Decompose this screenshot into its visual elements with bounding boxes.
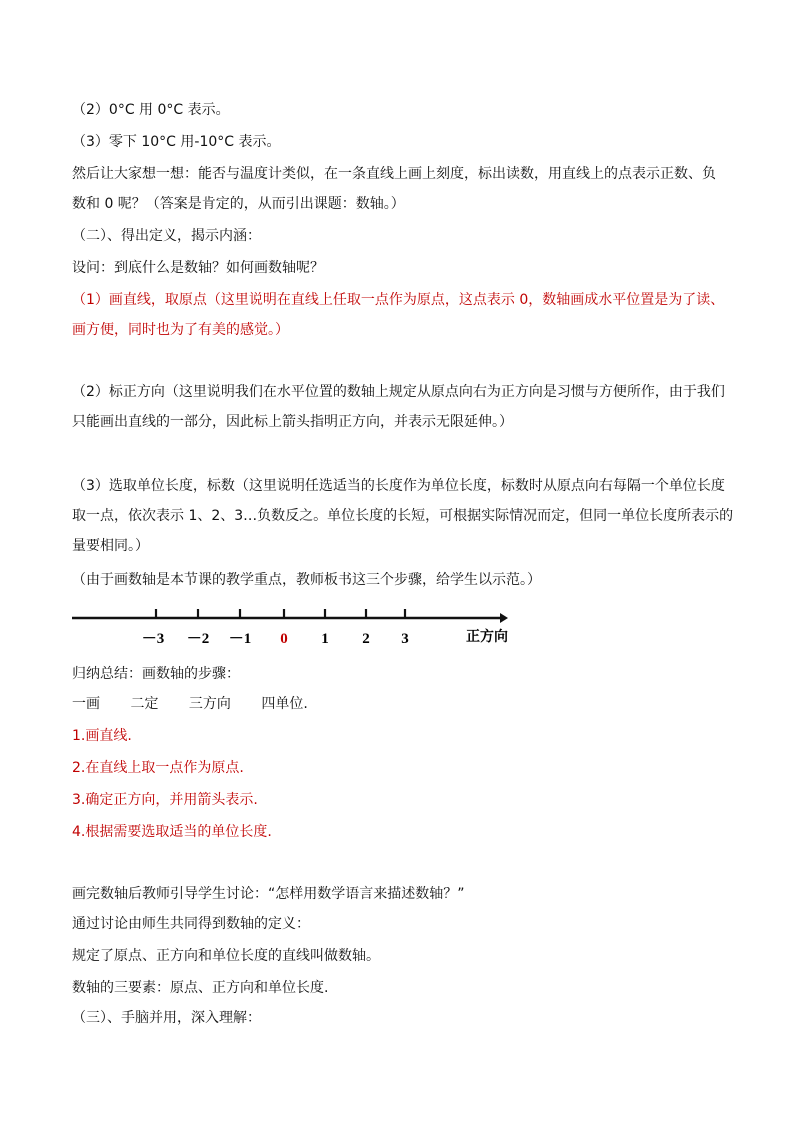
text-line-board-note: （由于画数轴是本节课的教学重点，教师板书这三个步骤，给学生以示范。） xyxy=(72,572,541,588)
step-keyword-4: 四单位. xyxy=(261,696,308,712)
arrow-head-icon xyxy=(500,613,508,623)
tick-label-neg2: －2 xyxy=(186,631,210,647)
text-line-minus-ten: （3）零下 10°C 用-10°C 表示。 xyxy=(72,134,281,150)
summary-heading: 归纳总结：画数轴的步骤： xyxy=(72,666,240,682)
tick-label-neg3: －3 xyxy=(141,631,165,647)
text-line-discussion: 画完数轴后教师引导学生讨论：“怎样用数学语言来描述数轴？” xyxy=(72,886,465,902)
step-list-item-2: 2.在直线上取一点作为原点. xyxy=(72,760,244,776)
three-elements-line: 数轴的三要素：原点、正方向和单位长度. xyxy=(72,980,329,996)
section-heading-practice: （三）、手脑并用，深入理解： xyxy=(72,1010,261,1026)
steps-row xyxy=(72,694,334,714)
number-line-definition: 规定了原点、正方向和单位长度的直线叫做数轴。 xyxy=(72,948,380,964)
step-1-explanation-a: （1）画直线，取原点（这里说明在直线上任取一点作为原点，这点表示 0，数轴画成水平位置是为了读、 xyxy=(72,292,725,308)
step-keyword-2: 二定 xyxy=(130,696,159,712)
step-list-item-3: 3.确定正方向，并用箭头表示. xyxy=(72,792,258,808)
text-line-thermometer-b: 数和 0 呢？（答案是肯定的，从而引出课题：数轴。） xyxy=(72,196,405,212)
tick-label-3: 3 xyxy=(401,631,409,647)
step-2-explanation-b: 只能画出直线的一部分，因此标上箭头指明正方向，并表示无限延伸。） xyxy=(72,414,513,430)
step-list-item-1: 1.画直线. xyxy=(72,728,132,744)
step-1-explanation-b: 画方便，同时也为了有美的感觉。） xyxy=(72,322,289,338)
step-3-explanation-b: 取一点，依次表示 1、2、3…负数反之。单位长度的长短，可根据实际情况而定，但同一单位长度所表示的 xyxy=(72,508,734,524)
step-3-explanation-a: （3）选取单位长度，标数（这里说明任选适当的长度作为单位长度，标数时从原点向右每隔一个单位长度 xyxy=(72,478,725,494)
tick-label-1: 1 xyxy=(321,631,329,647)
text-line-zero-degrees: （2）0°C 用 0°C 表示。 xyxy=(72,102,230,118)
text-line-definition-intro: 通过讨论由师生共同得到数轴的定义： xyxy=(72,916,310,932)
text-line-question: 设问：到底什么是数轴？如何画数轴呢？ xyxy=(72,260,324,276)
tick-label-neg1: －1 xyxy=(228,631,252,647)
positive-direction-label: 正方向 xyxy=(466,629,508,645)
number-line-figure xyxy=(72,604,532,656)
section-heading-definition: （二）、得出定义，揭示内涵： xyxy=(72,228,261,244)
step-2-explanation-a: （2）标正方向（这里说明我们在水平位置的数轴上规定从原点向右为正方向是习惯与方便所作，由于我们 xyxy=(72,384,725,400)
step-keyword-3: 三方向 xyxy=(188,696,231,712)
tick-label-2: 2 xyxy=(362,631,370,647)
step-keyword-1: 一画 xyxy=(72,696,100,712)
text-line-thermometer-a: 然后让大家想一想：能否与温度计类似，在一条直线上画上刻度，标出读数，用直线上的点表示正数、负 xyxy=(72,166,716,182)
step-3-explanation-c: 量要相同。） xyxy=(72,538,149,554)
step-list-item-4: 4.根据需要选取适当的单位长度. xyxy=(72,824,272,840)
tick-label-origin: 0 xyxy=(280,631,288,647)
